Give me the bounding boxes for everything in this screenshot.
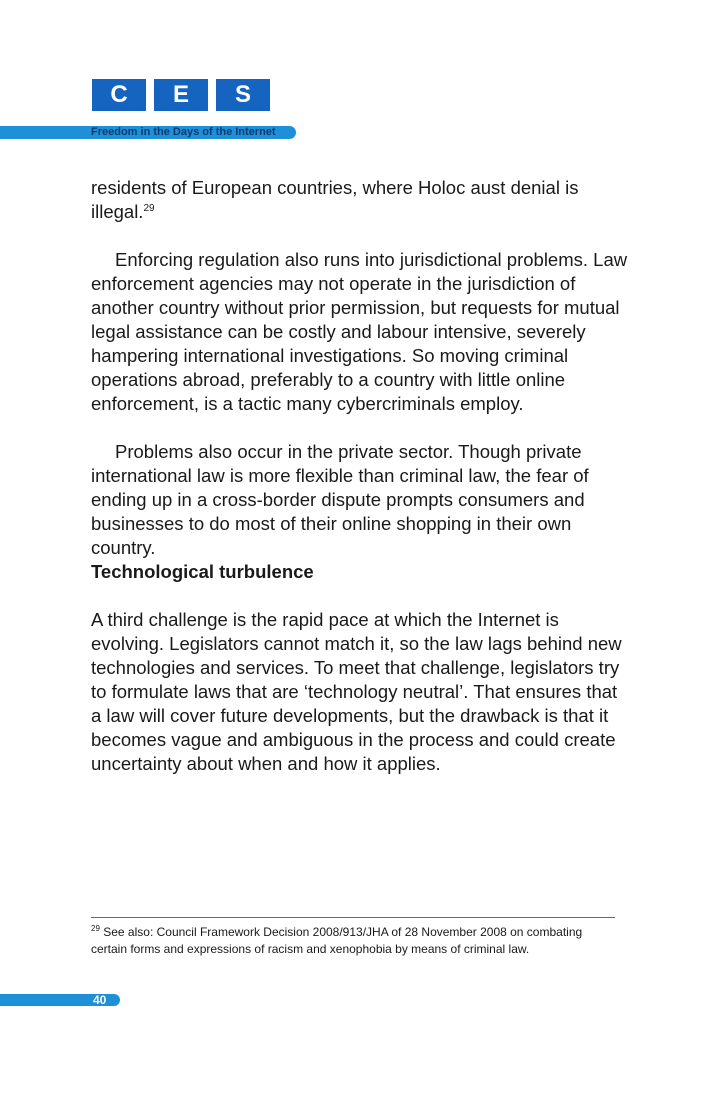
paragraph-1 <box>91 176 631 224</box>
paragraph-2: Enforcing regulation also runs into jurisdictional problems. Law enforcement agencies may not operate in the jurisdiction of another country without prior permission, but requests for mutual legal assistance can be costly and labour intensive, severely hampering international investigations. So moving criminal operations abroad, preferably to a country with little online enforcement, is a tactic many cybercriminals employ. <box>91 249 628 414</box>
main-text <box>91 176 631 776</box>
logo-letter-e: E <box>154 79 208 111</box>
section-heading: Technological turbulence <box>91 561 314 582</box>
logo-letter-s: S <box>216 79 270 111</box>
ces-logo <box>92 79 270 111</box>
footnote-text: See also: Council Framework Decision 2008/913/JHA of 28 November 2008 on combating certain forms and expressions of racism and xenophobia by means of criminal law. <box>91 925 583 956</box>
page-number: 40 <box>93 993 107 1007</box>
paragraph-1-text: residents of European countries, where Holoc aust denial is illegal. <box>91 177 579 222</box>
paragraph-3: Problems also occur in the private sector. Though private international law is more flexible than criminal law, the fear of ending up in a cross-border dispute prompts consumers and businesses to do most of their online shopping in their own country. <box>91 441 589 558</box>
paragraph-4: A third challenge is the rapid pace at which the Internet is evolving. Legislators cannot match it, so the law lags behind new technologies and services. To meet that challenge, legislators try to formulate laws that are ‘technology neutral’. That ensures that a law will cover future developments, but the drawback is that it becomes vague and ambiguous in the process and could create uncertainty about when and how it applies. <box>91 609 622 774</box>
running-title: Freedom in the Days of the Internet <box>91 126 276 138</box>
footnote-number: 29 <box>91 924 100 933</box>
footnote-divider <box>91 917 615 918</box>
footnote-ref: 29 <box>143 202 155 214</box>
logo-letter-c: C <box>92 79 146 111</box>
footnote <box>91 924 621 958</box>
